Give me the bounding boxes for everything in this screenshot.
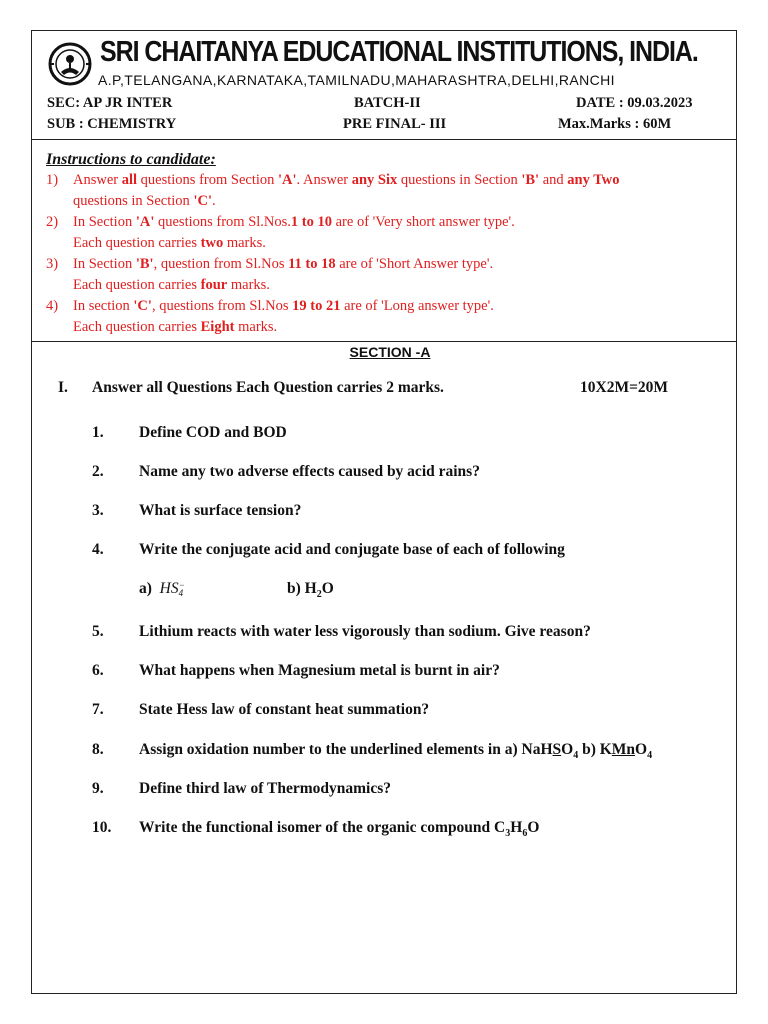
instruction-3-cont: Each question carries four marks.	[73, 277, 270, 293]
section-instruction: Answer all Questions Each Question carries 2 marks.	[92, 379, 444, 396]
exam-field: PRE FINAL- III	[343, 116, 447, 132]
institution-title: SRI CHAITANYA EDUCATIONAL INSTITUTIONS, INDIA.	[100, 36, 698, 68]
institution-logo-icon	[48, 42, 92, 86]
instruction-1: 1) Answer all questions from Section 'A'. Answer any Six questions in Section 'B' and any Two	[46, 172, 620, 188]
instruction-2: 2) In Section 'A' questions from Sl.Nos.1 to 10 are of 'Very short answer type'.	[46, 214, 515, 230]
instruction-4-cont: Each question carries Eight marks.	[73, 319, 278, 335]
states-line: A.P,TELANGANA,KARNATAKA,TAMILNADU,MAHARASHTRA,DELHI,RANCHI	[98, 72, 615, 88]
batch-field: BATCH-II	[354, 95, 421, 111]
section-marks: 10X2M=20M	[580, 379, 669, 396]
section-roman-numeral: I.	[58, 379, 68, 396]
header-divider	[31, 139, 737, 140]
q4-part-b: b) $H_2O$	[287, 580, 334, 601]
instruction-2-cont: Each question carries two marks.	[73, 235, 266, 251]
instruction-3: 3) In Section 'B', question from Sl.Nos 11 to 18 are of 'Short Answer type'.	[46, 256, 494, 272]
instructions-title: Instructions to candidate:	[46, 151, 216, 168]
instructions-divider	[31, 341, 737, 342]
subject-field: SUB : CHEMISTRY	[47, 116, 177, 132]
date-field: DATE : 09.03.2023	[576, 95, 693, 111]
sec-field: SEC: AP JR INTER	[47, 95, 173, 111]
q4-part-a: a) HS − 4	[139, 580, 185, 598]
section-heading: SECTION -A	[349, 344, 431, 360]
instruction-1-cont: questions in Section 'C'.	[73, 193, 216, 209]
max-marks-field: Max.Marks : 60M	[558, 116, 672, 132]
instruction-4: 4) In section 'C', questions from Sl.Nos 19 to 21 are of 'Long answer type'.	[46, 298, 494, 314]
